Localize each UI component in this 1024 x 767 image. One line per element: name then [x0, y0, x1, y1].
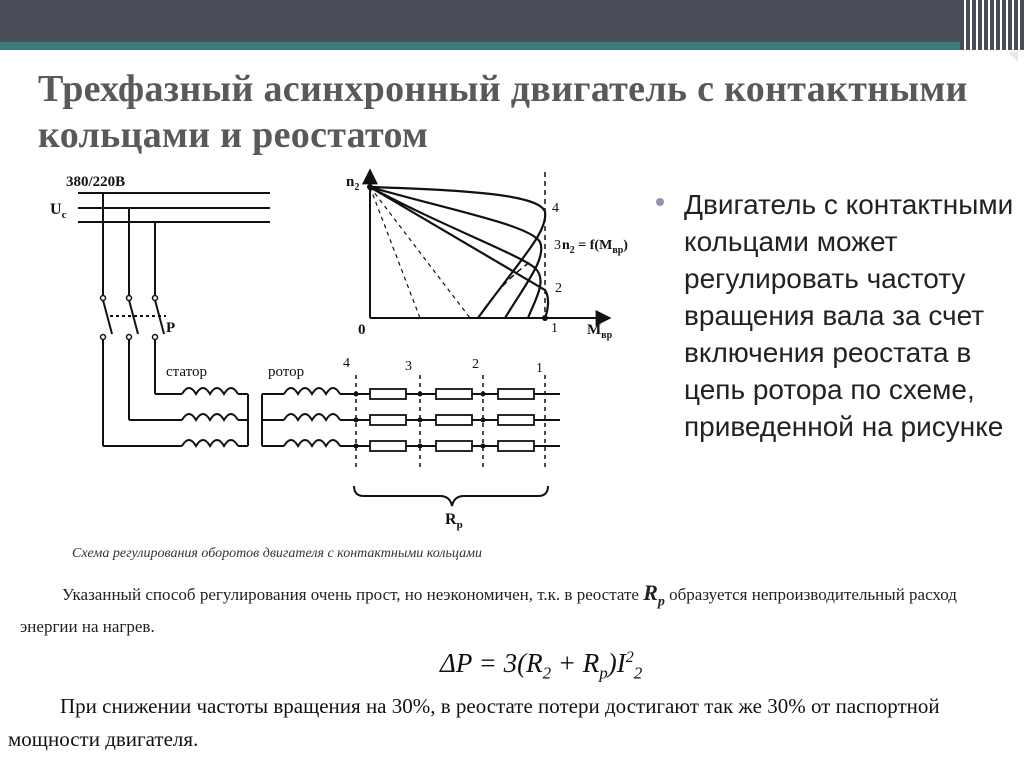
paragraph1-rp	[643, 580, 665, 610]
step-1-label: 1	[536, 361, 543, 376]
function-label-rest: = f(M	[574, 238, 613, 253]
corner-decoration	[1008, 52, 1018, 62]
graph-origin-label: 0	[358, 322, 366, 338]
formula-sub3: 2	[633, 663, 643, 683]
svg-text:Uc	[50, 201, 67, 221]
formula-sup: 2	[625, 649, 634, 666]
formula-sub1: 2	[542, 663, 552, 683]
formula-sub2: p	[599, 663, 608, 683]
paragraph1-pre: Указанный способ регулирования очень прост, но неэкономичен, т.к. в реостате	[62, 585, 644, 604]
power-loss-formula	[440, 648, 740, 683]
curve-4-label: 4	[552, 201, 559, 216]
step-2-label: 2	[472, 357, 479, 372]
slide-title: Трехфазный асинхронный двигатель с контактными кольцами и реостатом	[38, 68, 968, 156]
svg-text:Rp	[445, 511, 463, 531]
paragraph-loss: При снижении частоты вращения на 30%, в реостате потери достигают так же 30% от паспортной мощности двигателя.	[8, 694, 940, 751]
motor-circuit-figure	[0, 160, 660, 540]
function-label-sub: 2	[569, 245, 575, 256]
graph-x-tick-label: 1	[551, 321, 558, 336]
voltage-label: 380/220В	[66, 174, 126, 190]
top-banner-accent	[0, 42, 960, 50]
function-label-end: )	[623, 238, 628, 253]
svg-text:n2	[346, 174, 359, 193]
svg-text:Mвр	[587, 322, 613, 341]
graph-x-axis-sub: вр	[601, 330, 613, 341]
formula-mid: + R	[551, 648, 600, 678]
bullet-text: Двигатель с контактными кольцами может регулировать частоту вращения вала за счет включения реостата в цепь ротора по схеме, приведенной на рисунке	[684, 189, 1014, 442]
formula-rhs: )I	[607, 648, 626, 678]
curve-2-label: 2	[555, 281, 562, 296]
paragraph1-post: образуется непроизводительный расход энергии на нагрев.	[20, 585, 957, 637]
function-label-sub2: вр	[612, 245, 624, 256]
formula-lhs: ΔP = 3(R	[440, 648, 543, 678]
stator-label: статор	[166, 364, 208, 380]
graph-y-axis-sub: 2	[354, 182, 360, 193]
paragraph1-rp-sub: p	[657, 594, 665, 610]
rheostat-sub: p	[456, 519, 463, 531]
graph-y-axis-label: n	[346, 174, 355, 190]
rotor-label: ротор	[268, 364, 305, 380]
paragraph-efficiency	[20, 580, 1010, 639]
figure-caption: Схема регулирования оборотов двигателя с контактными кольцами	[72, 546, 483, 561]
switch-label: Р	[166, 320, 176, 336]
rheostat-label: R	[445, 511, 457, 528]
function-label: n	[562, 238, 570, 253]
paragraph1-rp-letter: R	[643, 580, 658, 605]
curve-3-label: 3	[554, 238, 561, 253]
step-4-label: 4	[343, 356, 350, 371]
svg-text:n2 = f(Mвр)	[562, 238, 628, 256]
top-banner	[0, 0, 1024, 42]
graph-x-axis-label: M	[587, 322, 602, 338]
uc-label: U	[50, 201, 62, 218]
uc-sub: c	[61, 209, 67, 221]
step-3-label: 3	[405, 359, 412, 374]
top-banner-stripes	[960, 0, 1024, 50]
